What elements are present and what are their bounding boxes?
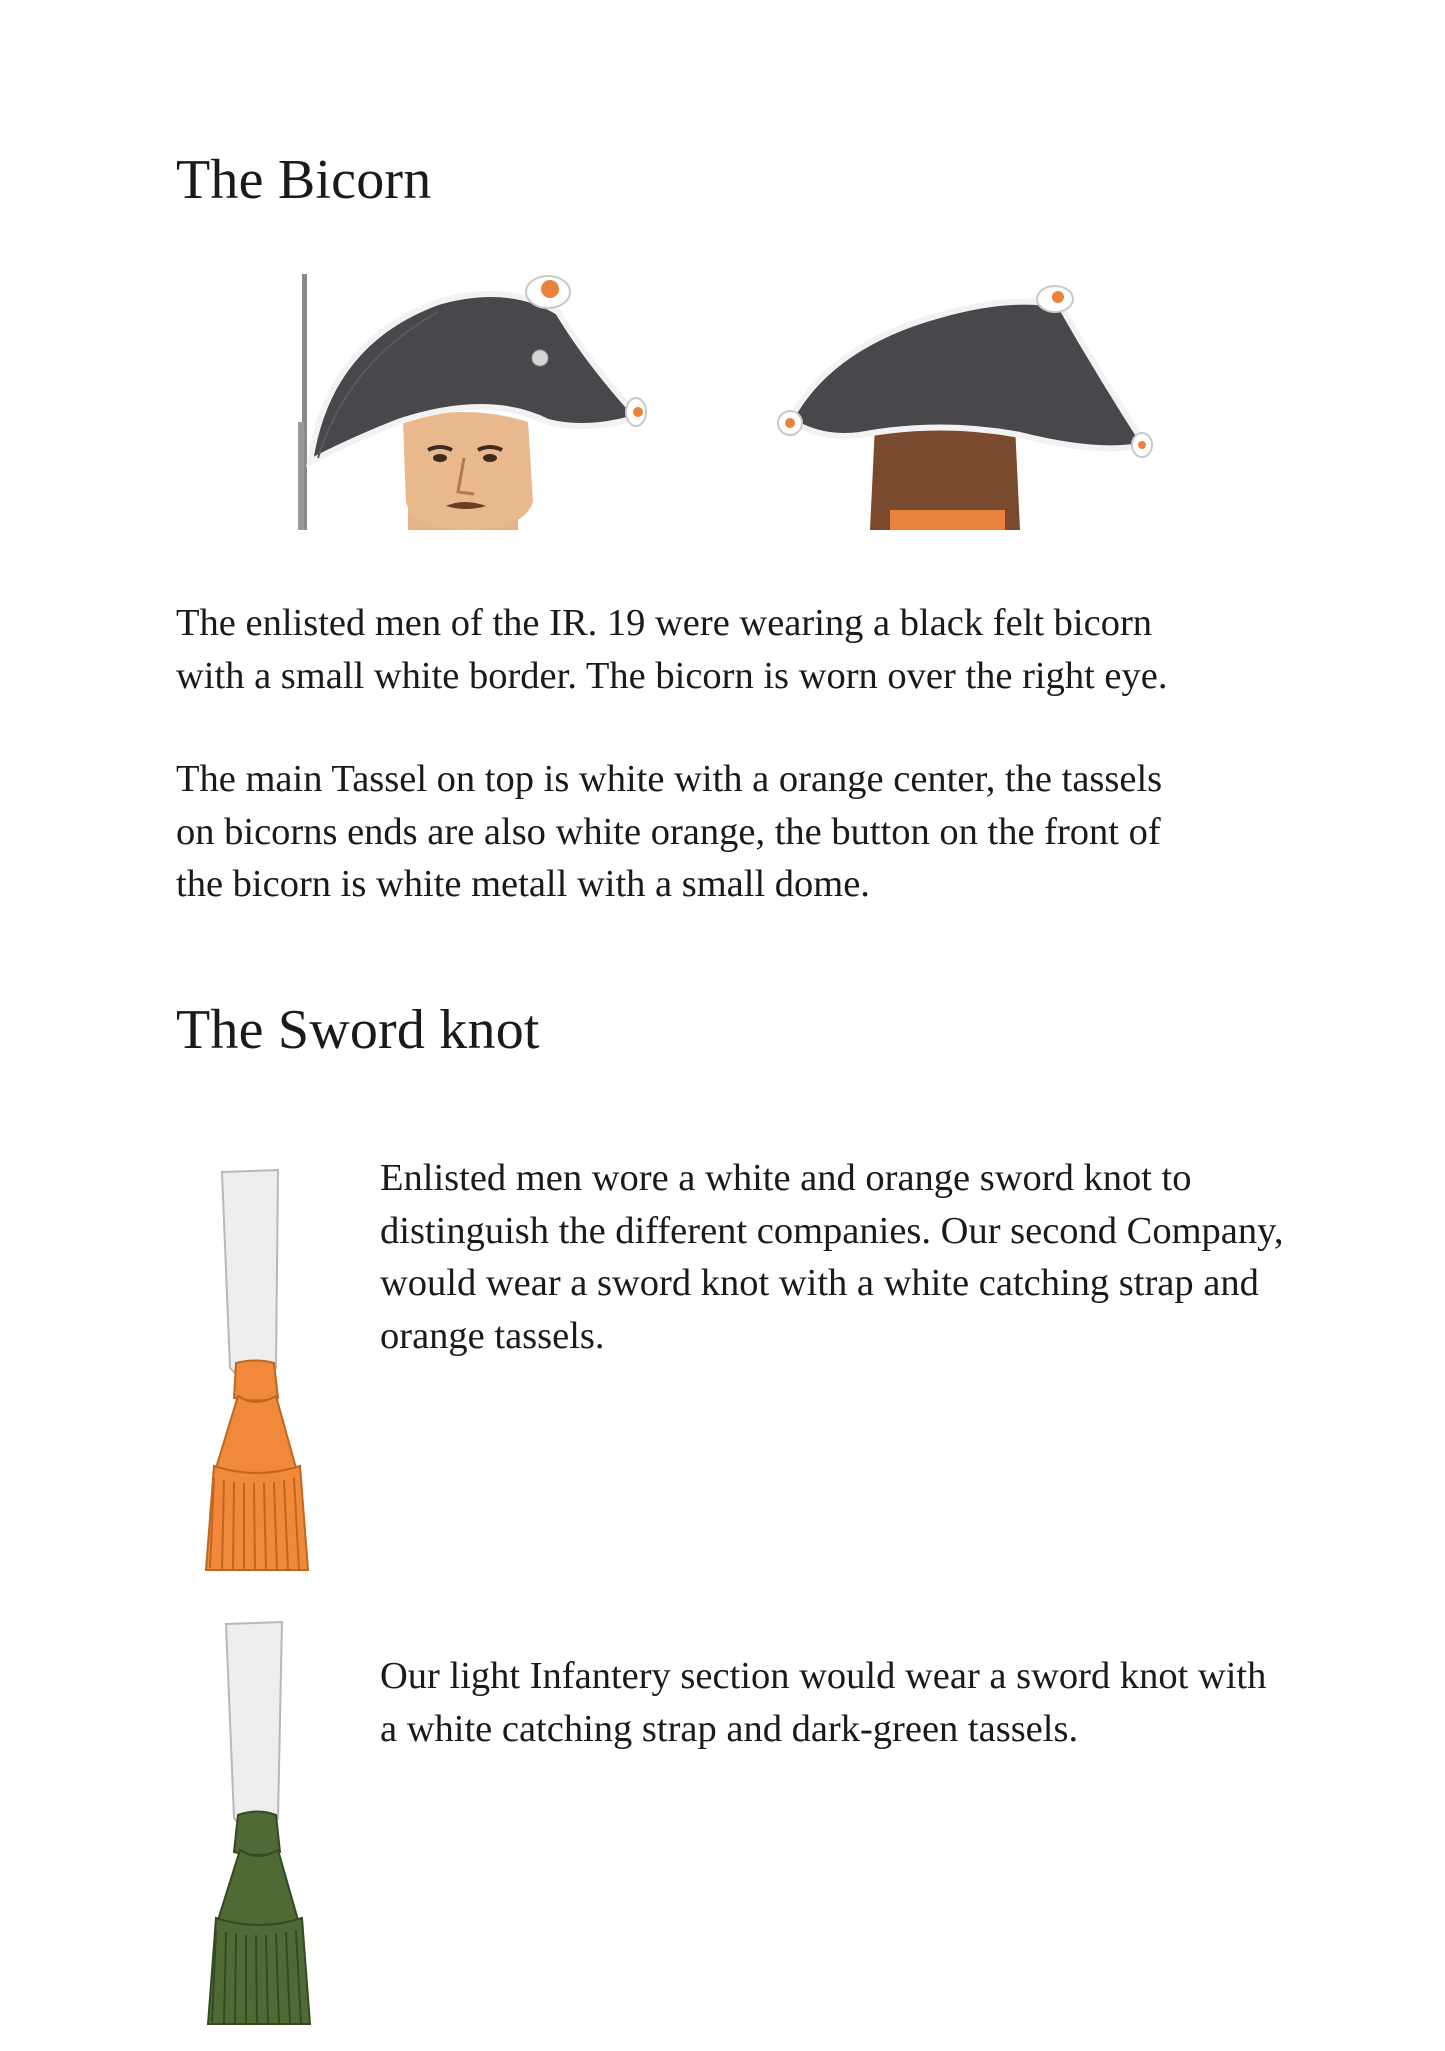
tassel-fringe bbox=[208, 1918, 310, 2024]
sword-knot-heading: The Sword knot bbox=[176, 999, 540, 1061]
tassel-body bbox=[216, 1396, 296, 1476]
bicorn-back-illustration bbox=[770, 285, 1170, 530]
orange-sword-knot-description bbox=[380, 1152, 1284, 1362]
text-line: The enlisted men of the IR. 19 were wearing a black felt bicorn bbox=[176, 602, 1153, 644]
catching-strap bbox=[226, 1622, 282, 1830]
text-line: on bicorns ends are also white orange, the button on the front of bbox=[176, 810, 1161, 853]
tassel-fringe bbox=[206, 1466, 308, 1570]
orange-sword-knot-illustration bbox=[200, 1168, 320, 1576]
text-line: with a small white border. The bicorn is worn over the right eye. bbox=[176, 654, 1168, 697]
bicorn-hat-back bbox=[790, 302, 1145, 449]
text-line: orange tassels. bbox=[380, 1314, 605, 1357]
bicorn-front-illustration bbox=[288, 272, 668, 530]
green-sword-knot-illustration bbox=[200, 1620, 320, 2030]
text-line: distinguish the different companies. Our second Company, bbox=[380, 1209, 1284, 1252]
tassel-body bbox=[218, 1850, 298, 1927]
text-line: would wear a sword knot with a white catching strap and bbox=[380, 1262, 1259, 1304]
text-line: the bicorn is white metall with a small dome. bbox=[176, 863, 870, 905]
tassel-knob bbox=[234, 1361, 278, 1401]
bicorn-heading: The Bicorn bbox=[176, 149, 432, 211]
catching-strap bbox=[222, 1170, 278, 1378]
bicorn-description-1 bbox=[176, 597, 1168, 702]
hat-button bbox=[532, 350, 548, 366]
text-line: Enlisted men wore a white and orange sword knot to bbox=[380, 1157, 1192, 1199]
text-line: Our light Infantery section would wear a sword knot with bbox=[380, 1655, 1267, 1697]
bicorn-description-2 bbox=[176, 753, 1162, 911]
text-line: a white catching strap and dark-green tassels. bbox=[380, 1707, 1079, 1750]
text-line: The main Tassel on top is white with a orange center, the tassels bbox=[176, 758, 1163, 800]
tassel-knob bbox=[234, 1812, 280, 1856]
green-sword-knot-description bbox=[380, 1650, 1266, 1755]
